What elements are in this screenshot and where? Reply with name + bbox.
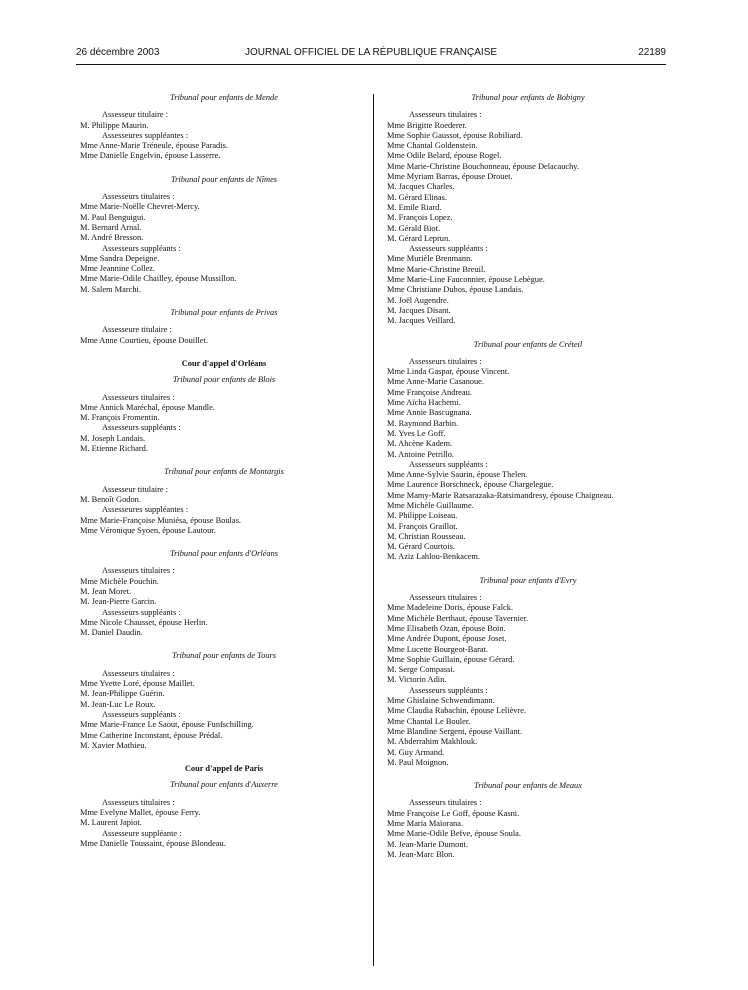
assessor-name: Mme Blandine Sergent, épouse Vaillant. [387,726,523,736]
assessor-name: M. Joseph Landais. [80,433,146,443]
assessor-role-label: Assesseurs suppléants : [102,607,181,617]
assessor-name: M. Paul Moignon. [387,757,449,767]
tribunal-heading: Tribunal pour enfants de Bobigny [471,93,585,102]
assessor-name: Mme Annick Maréchal, épouse Mandle. [80,402,215,412]
assessor-name: M. Jean-Marc Blon. [387,849,455,859]
assessor-role-label: Assesseurs suppléants : [102,243,181,253]
assessor-name: Mme Marie-Noëlle Chevret-Mercy. [80,202,200,212]
assessor-name: M. André Bresson. [80,233,144,243]
assessor-name: M. Emile Riard. [387,202,442,212]
assessor-name: M. Antoine Petrillo. [387,449,454,459]
assessor-name: M. Daniel Daudin. [80,628,143,638]
assessor-name: M. Jean-Philippe Guérin. [80,689,165,699]
assessor-role-label: Assesseurs titulaires : [409,110,482,120]
assessor-name: M. Bernard Arnal. [80,222,142,232]
page-header [76,47,666,61]
assessor-name: Mme Mamy-Marie Ratsarazaka-Ratsimandresy, épouse Chaigneau. [387,490,614,500]
court-heading: Cour d'appel d'Orléans [181,358,267,368]
assessor-name: Mme Michèle Berthaut, épouse Tavernier. [387,613,529,623]
assessor-name: Mme Odile Belard, épouse Rogel. [387,151,502,161]
assessor-name: M. Ahcène Kadem. [387,439,453,449]
assessor-role-label: Assesseurs suppléants : [409,244,488,254]
assessor-name: Mme Michèle Pouchin. [80,576,159,586]
assessor-name: M. Jean-Marie Dumont. [387,839,468,849]
tribunal-heading: Tribunal pour enfants d'Orléans [169,549,279,559]
assessor-name: Mme Laurence Borschneck, épouse Chargelegue. [387,480,554,490]
tribunal-section [80,93,368,162]
assessor-role-label: Assesseurs titulaires : [102,566,175,576]
tribunal-section [80,549,368,638]
assessor-name: Mme Linda Gaspar, épouse Vincent. [387,367,510,377]
assessor-name: M. Paul Benguigui. [80,212,146,222]
assessor-name: Mme Jeannine Collez. [80,264,156,274]
tribunal-section [80,375,368,454]
assessor-name: M. Gérard Elinas. [387,192,448,202]
assessor-name: Mme Marie-Christine Breuil. [387,264,486,274]
assessor-name: M. Yves Le Goff. [387,428,446,438]
tribunal-section [387,340,669,563]
assessor-name: Mme Anne-Marie Tréneule, épouse Paradis. [80,141,228,151]
assessor-name: M. Jean-Pierre Garcin. [80,597,157,607]
assessor-name: M. Jacques Disant. [387,305,451,315]
tribunal-section [387,781,669,860]
assessor-role-label: Assesseurs suppléants : [102,709,181,719]
tribunal-heading: Tribunal pour enfants de Meaux [474,781,582,791]
tribunal-heading: Tribunal pour enfants de Créteil [473,339,583,349]
tribunal-heading: Tribunal pour enfants de Montargis [164,467,284,477]
assessor-name: M. Jean-Luc Le Roux. [80,699,156,709]
assessor-name: M. Christian Rousseau. [387,531,466,541]
assessor-name: Mme Chantal Le Bouler. [387,716,471,726]
assessor-name: M. Jean Moret. [80,586,132,596]
tribunal-heading: Tribunal pour enfants de Nîmes [170,174,278,184]
left-column [80,93,368,862]
page-number: 22189 [638,47,666,58]
assessor-name: Mme Chantal Goldenstein. [387,141,478,151]
assessor-name: M. Philippe Loiseau. [387,511,458,521]
column-divider [373,94,374,966]
assessor-name: Mme Christiane Dubos, épouse Landais. [387,285,524,295]
assessor-name: Mme Lucette Bourgeot-Barat. [387,644,489,654]
assessor-role-label: Assesseurs suppléants : [409,459,488,469]
right-column [387,93,669,873]
tribunal-section [80,467,368,536]
tribunal-heading: Tribunal pour enfants de Blois [172,375,276,385]
assessor-name: M. François Fromentin. [80,413,160,423]
assessor-name: M. Abderrahim Makhlouk. [387,737,478,747]
assessor-name: Mme Danielle Toussaint, épouse Blondeau. [80,838,226,848]
assessor-name: M. Gérard Leprun. [387,233,451,243]
assessor-name: Mme Evelyne Mallet, épouse Ferry. [80,808,201,818]
assessor-role-label: Assesseures suppléantes : [102,505,189,515]
assessor-name: Mme Nicole Chausset, épouse Herlin. [80,617,208,627]
assessor-name: Mme Sophie Gaussot, épouse Robiliard. [387,130,523,140]
assessor-role-label: Assesseurs titulaires : [409,798,482,808]
assessor-name: Mme Madeleine Doris, épouse Falck. [387,603,514,613]
assessor-name: M. Laurent Japiot. [80,818,142,828]
assessor-name: M. Jacques Charles. [387,182,455,192]
assessor-name: Mme Myriam Barras, épouse Drouet. [387,172,513,182]
assessor-name: M. Aziz Lahlou-Benkacem. [387,552,481,562]
assessor-role-label: Assesseurs titulaires : [102,192,175,202]
assessor-name: M. Victorin Adin. [387,675,447,685]
assessor-name: M. François Lopez. [387,213,453,223]
assessor-role-label: Assesseurs suppléants : [409,685,488,695]
assessor-name: M. Raymond Barbin. [387,418,459,428]
assessor-name: Mme Annie Bascugnana. [387,408,472,418]
tribunal-heading: Tribunal pour enfants de Mende [170,93,278,102]
assessor-role-label: Assesseurs titulaires : [409,356,482,366]
assessor-name: Mme Sophie Guillain, épouse Gérard. [387,654,515,664]
assessor-name: M. Jacques Veillard. [387,316,456,326]
journal-title: JOURNAL OFFICIEL DE LA RÉPUBLIQUE FRANÇAISE [244,47,498,58]
assessor-name: Mme Anne-Sylvie Saurin, épouse Thelen. [387,470,528,480]
assessor-name: Mme Andrée Dupont, épouse Joset. [387,634,507,644]
tribunal-section [80,175,368,295]
assessor-role-label: Assesseure titulaire : [102,325,172,335]
assessor-name: Mme Ghislaine Schwendimann. [387,696,495,706]
assessor-name: Mme Marie-Françoise Muniésa, épouse Boulas. [80,515,241,525]
header-rule [76,64,666,65]
assessor-role-label: Assesseurs suppléants : [102,423,181,433]
tribunal-section [80,780,368,849]
tribunal-section [387,93,669,327]
assessor-name: M. Gérard Courtois. [387,542,455,552]
assessor-name: Mme Françoise Le Goff, épouse Kasni. [387,808,520,818]
assessor-name: Mme Sandra Depeigne. [80,253,160,263]
assessor-name: M. Serge Compassi. [387,665,455,675]
assessor-role-label: Assesseurs titulaires : [102,797,175,807]
assessor-name: Mme Danielle Engelvin, épouse Lasserre. [80,151,221,161]
assessor-name: Mme Marie-Odile Befve, épouse Soula. [387,829,521,839]
assessor-name: Mme Marie-Line Fauconnier, épouse Lebègue. [387,275,545,285]
tribunal-section [80,651,368,751]
assessor-name: Mme Anne-Marie Casanoue. [387,377,484,387]
assessor-role-label: Assesseurs titulaires : [102,392,175,402]
assessor-name: Mme Maria Maïorana. [387,819,464,828]
assessor-name: Mme Aïcha Hachemi. [387,398,461,408]
assessor-name: M. François Graillot. [387,521,458,531]
assessor-name: Mme Elisabeth Ozan, épouse Boin. [387,623,506,633]
assessor-name: Mme Véronique Syoen, épouse Lautour. [80,525,216,535]
assessor-name: M. Joël Augendre. [387,295,449,305]
tribunal-heading: Tribunal pour enfants d'Evry [479,575,577,585]
assessor-name: M. Xavier Mathieu. [80,740,147,750]
assessor-name: Mme Marie-Odile Chailley, épouse Mussillon. [80,274,237,284]
assessor-name: M. Etienne Richard. [80,444,148,454]
assessor-role-label: Assesseure suppléante : [102,828,182,838]
assessor-name: M. Benoît Godon. [80,494,141,504]
assessor-role-label: Assesseurs titulaires : [409,593,482,603]
assessor-name: Mme Murièle Brenmann. [387,254,473,264]
assessor-name: Mme Marie-Christine Bouchonneau, épouse Delacauchy. [387,161,580,171]
assessor-name: Mme Catherine Inconstant, épouse Prédal. [80,730,223,740]
assessor-name: Mme Anne Courtieu, épouse Douillet. [80,335,208,345]
assessor-name: Mme Françoise Andreau. [387,387,472,397]
assessor-name: M. Gérald Biot. [387,223,441,233]
tribunal-heading: Tribunal pour enfants d'Auxerre [170,780,278,790]
tribunal-section [80,308,368,346]
assessor-role-label: Assesseurs titulaires : [102,668,175,678]
assessor-role-label: Assesseures suppléantes : [102,130,189,140]
assessor-name: M. Salem Marchi. [80,284,141,294]
assessor-name: Mme Claudia Rabachin, épouse Lelièvre. [387,706,527,716]
tribunal-heading: Tribunal pour enfants de Privas [170,308,278,318]
assessor-role-label: Assesseur titulaire : [102,484,169,494]
assessor-role-label: Assesseur titulaire : [102,110,169,120]
issue-date: 26 décembre 2003 [76,47,160,58]
assessor-name: Mme Marie-France Le Saout, épouse Funfschilling. [80,720,254,730]
assessor-name: M. Philippe Maurin. [80,120,149,130]
tribunal-section [387,576,669,768]
assessor-name: Mme Michèle Guillaume. [387,500,474,510]
court-heading: Cour d'appel de Paris [184,764,264,774]
assessor-name: Mme Yvette Loré, épouse Maillet. [80,679,195,689]
tribunal-heading: Tribunal pour enfants de Tours [172,651,276,661]
assessor-name: M. Guy Armand. [387,747,445,757]
assessor-name: Mme Brigitte Roederer. [387,120,467,130]
